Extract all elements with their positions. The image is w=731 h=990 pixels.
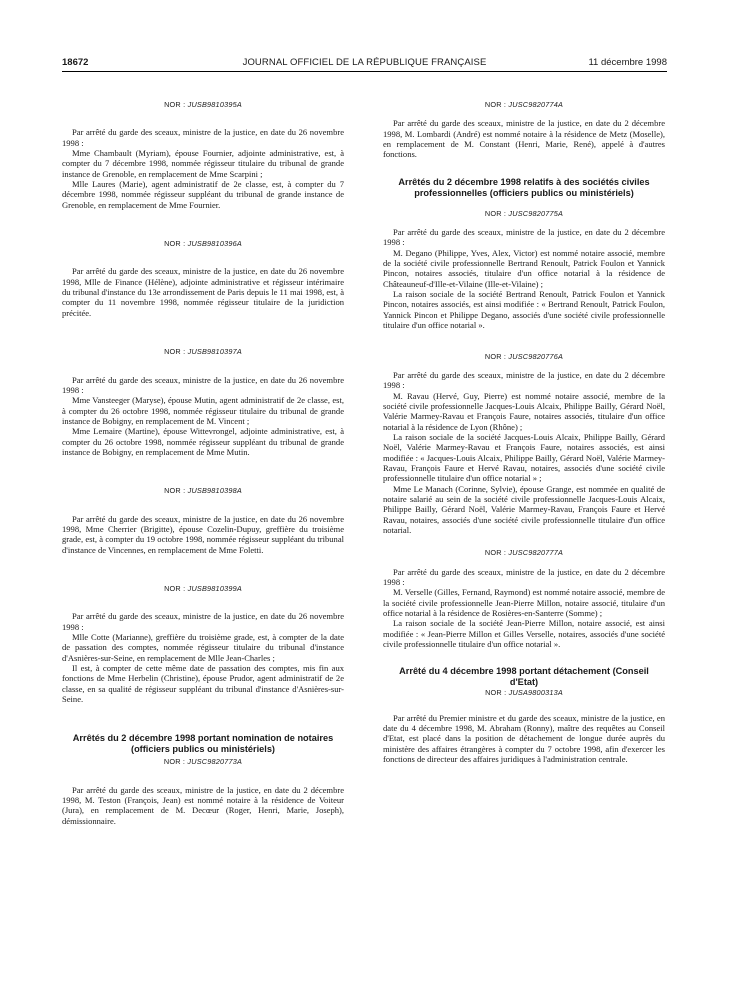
nor-code: JUSC9820775A (508, 208, 564, 218)
nor-code: JUSC9820776A (508, 351, 564, 361)
nor-label: NOR : (163, 757, 186, 767)
nor-code: JUSB9810396A (187, 239, 242, 249)
paragraph: Par arrêté du garde des sceaux, ministre de la justice, en date du 2 décembre 1998, M. Lombardi (André) est nommé notaire à la résidence de Metz (Moselle), en remplacement de M. Constant (Henri, Marie, René), appelé à d'autres fonctions. (383, 118, 665, 160)
nor-reference (383, 352, 665, 362)
issue-date: 11 décembre 1998 (588, 57, 667, 68)
nor-label: NOR : (484, 351, 507, 361)
nor-reference (383, 688, 665, 698)
left-column (62, 100, 344, 826)
nor-label: NOR : (164, 100, 186, 109)
nor-code: JUSC9820777A (508, 548, 564, 558)
paragraph: Par arrêté du garde des sceaux, ministre de la justice, en date du 2 décembre 1998 : (383, 369, 665, 391)
nor-label: NOR : (484, 100, 507, 109)
nor-reference (383, 100, 665, 110)
paragraph: La raison sociale de la société Bertrand Renoult, Patrick Foulon et Yannick Pincon, notaires associés, est ainsi modifiée : « Bertrand Renoult, Patrick Foulon, Yannick Pincon et Philippe Degano, associés d'une société civile professionnelle titulaire d'un office notarial ». (383, 289, 665, 331)
section-heading: Arrêtés du 2 décembre 1998 relatifs à des sociétés civiles professionnelles (officiers publics ou ministériels) (398, 176, 650, 198)
nor-code: JUSC9820774A (508, 100, 564, 109)
page-header (62, 55, 667, 72)
paragraph: Par arrêté du garde des sceaux, ministre de la justice, en date du 26 novembre 1998, Mlle de Finance (Hélène), adjointe administrative et régisseur intérimaire du tribunal d'instance du 13e arrondissement de Paris depuis le 11 mai 1998, est, à compter du 11 novembre 1998, nommée régisseur titulaire de la juridiction précitée. (62, 266, 344, 318)
right-column (383, 100, 665, 765)
nor-reference (62, 100, 344, 110)
paragraph: Par arrêté du garde des sceaux, ministre de la justice, en date du 2 décembre 1998 : (383, 227, 665, 248)
paragraph: M. Verselle (Gilles, Fernand, Raymond) est nommé notaire associé, membre de la société civile professionnelle Jean-Pierre Millon, notaire associé, titulaire d'un office notarial à la résidence de Rosières-en-Santerre (Somme) ; (383, 587, 665, 619)
paragraph: Par arrêté du Premier ministre et du garde des sceaux, ministre de la justice, en date du 4 décembre 1998, M. Abraham (Ronny), maître des requêtes au Conseil d'Etat, est placé dans la position de détachement de longue durée auprès du ministère des affaires étrangères à compter du 7 octobre 1998, afin d'exercer les fonctions de directeur des affaires juridiques à l'administration centrale. (383, 712, 665, 765)
nor-reference (383, 548, 665, 558)
nor-label: NOR : (484, 548, 507, 558)
nor-code: JUSB9810397A (187, 347, 242, 357)
nor-label: NOR : (164, 239, 186, 249)
nor-label: NOR : (485, 688, 507, 698)
nor-code: JUSB9810395A (187, 100, 242, 109)
nor-label: NOR : (164, 347, 186, 357)
paragraph: Par arrêté du garde des sceaux, ministre de la justice, en date du 26 novembre 1998 : (62, 611, 344, 632)
nor-code: JUSA9800313A (508, 688, 563, 698)
paragraph: Mme Vansteeger (Maryse), épouse Mutin, agent administratif de 2e classe, est, à compter du 26 octobre 1998, nommée régisseur titulaire du tribunal de grande instance de Bobigny, en remplacement de M. Vincent ; (62, 395, 344, 426)
paragraph: Mme Le Manach (Corinne, Sylvie), épouse Grange, est nommée en qualité de notaire salarié au sein de la société civile professionnelle Jacques-Louis Alcaix, Philippe Bailly, Gérard Noël, Valérie Marmey-Ravau, François Faure et Hervé Ravau, notaires, associés d'une société civile professionnelle titulaire d'un office notarial. (383, 483, 665, 535)
nor-code: JUSB9810398A (187, 486, 242, 496)
paragraph: Mme Chambault (Myriam), épouse Fournier, adjointe administrative, est, à compter du 7 décembre 1998, nommée régisseur titulaire du tribunal de grande instance de Grenoble, en remplacement de Mme Scarpini ; (62, 148, 344, 179)
nor-reference (62, 757, 344, 767)
page-number: 18672 (62, 57, 89, 68)
paragraph: Par arrêté du garde des sceaux, ministre de la justice, en date du 26 novembre 1998 : (62, 374, 344, 395)
nor-reference (62, 239, 344, 249)
paragraph: M. Degano (Philippe, Yves, Alex, Victor) est nommé notaire associé, membre de la société civile professionnelle Bertrand Renoult, Patrick Foulon et Yannick Pincon, notaires associés, titulaire d'un office notarial à la résidence de Châteauneuf-d'Ille-et-Vilaine (Ille-et-Vilaine) ; (383, 247, 665, 289)
nor-code: JUSC9820773A (187, 757, 243, 767)
paragraph: Mlle Cotte (Marianne), greffière du troisième grade, est, à compter de la date de passation des comptes, nommée régisseur titulaire du tribunal d'instance d'Asnières-sur-Seine, en remplacement de Mlle Jean-Charles ; (62, 632, 344, 663)
paragraph: Par arrêté du garde des sceaux, ministre de la justice, en date du 2 décembre 1998 : (383, 566, 665, 588)
section-heading: Arrêtés du 2 décembre 1998 portant nomination de notaires (officiers publics ou ministériels) (72, 733, 334, 755)
paragraph: Mlle Laures (Marie), agent administratif de 2e classe, est, à compter du 7 décembre 1998, nommée régisseur suppléant du tribunal de grande instance de Grenoble, en remplacement de Mme Fournier. (62, 179, 344, 210)
paragraph: Par arrêté du garde des sceaux, ministre de la justice, en date du 26 novembre 1998 : (62, 127, 344, 148)
nor-reference (62, 584, 344, 594)
nor-label: NOR : (164, 486, 186, 496)
paragraph: M. Ravau (Hervé, Guy, Pierre) est nommé notaire associé, membre de la société civile professionnelle Jacques-Louis Alcaix, Philippe Bailly, Gérard Noël, Valérie Marmey-Ravau et François Faure, notaires associés, titulaire d'un office notarial à la résidence de Lyon (Rhône) ; (383, 390, 665, 432)
paragraph: La raison sociale de la société Jacques-Louis Alcaix, Philippe Bailly, Gérard Noël, Valérie Marmey-Ravau et François Faure, notaires associés, est ainsi modifiée : « Jacques-Louis Alcaix, Philippe Bailly, Gérard Noël, Valérie Marmey-Ravau, François Faure et Hervé Ravau, notaires, associés d'une société civile professionnelle titulaire d'un office notarial » ; (383, 431, 665, 484)
journal-title: JOURNAL OFFICIEL DE LA RÉPUBLIQUE FRANÇAISE (242, 57, 487, 68)
nor-reference (62, 347, 344, 357)
nor-reference (62, 486, 344, 496)
nor-label: NOR : (484, 208, 507, 218)
paragraph: Il est, à compter de cette même date de passation des comptes, mis fin aux fonctions de Mme Herbelin (Christine), épouse Prudor, agent administratif de 2e classe, en sa qualité de régisseur suppléant du tribunal d'instance d'Asnières-sur-Seine. (62, 663, 344, 705)
nor-reference (383, 209, 665, 219)
section-heading: Arrêté du 4 décembre 1998 portant détachement (Conseil d'Etat) (399, 666, 649, 688)
paragraph: Par arrêté du garde des sceaux, ministre de la justice, en date du 26 novembre 1998, Mme Cherrier (Brigitte), épouse Cozelin-Dupuy, greffière du troisième grade, est, à compter du 19 octobre 1998, nommée régisseur suppléant du tribunal d'instance de Vincennes, en remplacement de Mme Foletti. (62, 513, 344, 555)
nor-label: NOR : (164, 583, 186, 593)
paragraph: La raison sociale de la société Jean-Pierre Millon, notaire associé, est ainsi modifiée : « Jean-Pierre Millon et Gilles Verselle, notaires, associés d'une société civile professionnelle titulaire d'un office notarial ». (383, 618, 665, 650)
paragraph: Mme Lemaire (Martine), épouse Wittevrongel, adjointe administrative, est, à compter du 26 octobre 1998, nommée régisseur suppléant du tribunal de grande instance de Bobigny, en remplacement de Mme Mutin. (62, 426, 344, 457)
paragraph: Par arrêté du garde des sceaux, ministre de la justice, en date du 2 décembre 1998, M. Teston (François, Jean) est nommé notaire à la résidence de Voiteur (Jura), en remplacement de M. Decœur (Roger, Henri, Marie, Joseph), démissionnaire. (62, 784, 344, 826)
nor-code: JUSB9810399A (187, 583, 242, 593)
